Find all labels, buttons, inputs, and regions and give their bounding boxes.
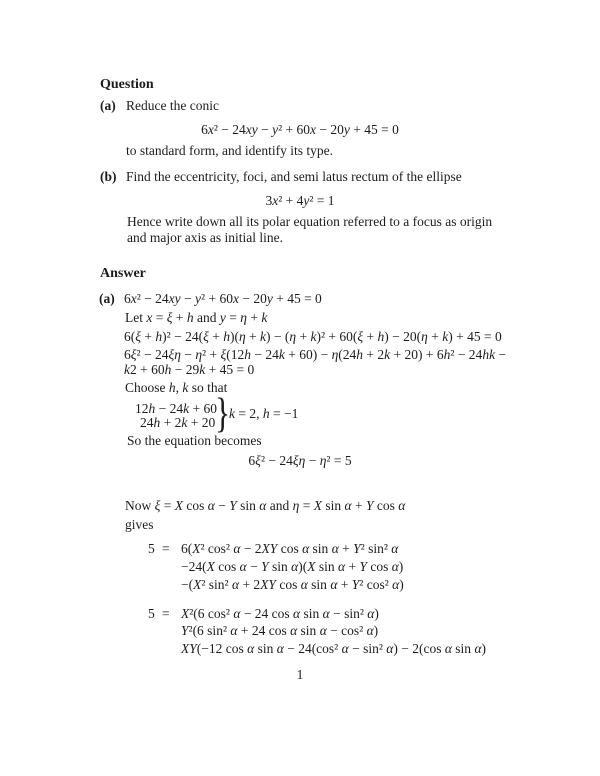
question-item-b-outro-line2: and major axis as initial line. (127, 230, 283, 245)
choose-vars: h, k (168, 380, 189, 395)
rotation-text-pre: Now (125, 498, 155, 513)
collected-equation-line2: k2 + 60h − 29k + 45 = 0 (124, 362, 255, 377)
substitution-text-pre: Let (125, 310, 147, 325)
question-item-a-intro: Reduce the conic (126, 98, 219, 113)
block1-line1: 6(X² cos² α − 2XY cos α sin α + Y² sin² α (181, 541, 399, 556)
question-item-b-label: (b) (100, 169, 117, 184)
rotation-xi: ξ = X cos α − Y sin α (154, 498, 267, 513)
rotation-eta: η = X sin α + Y cos α (292, 498, 406, 513)
block1-line2: −24(X cos α − Y sin α)(X sin α + Y cos α) (181, 559, 404, 574)
system-line1: 12h − 24k + 60 (135, 401, 217, 416)
substitution-text-mid: and (193, 310, 220, 325)
substitution-line (125, 310, 267, 327)
system-line2: 24h + 2k + 20 (140, 415, 216, 430)
question-item-a-outro: to standard form, and identify its type. (126, 143, 333, 158)
becomes-text: So the equation becomes (127, 433, 262, 448)
system-result: k = 2, h = −1 (229, 406, 299, 421)
choose-text-post: so that (188, 380, 228, 395)
block1-lhs: 5 (148, 541, 155, 556)
block2-line3: XY(−12 cos α sin α − 24(cos² α − sin² α) − 2(cos α sin α) (181, 641, 487, 656)
rotation-line (125, 498, 405, 515)
page-number: 1 (296, 667, 304, 682)
choose-text-pre: Choose (125, 380, 169, 395)
block2-line2: Y²(6 sin² α + 24 cos α sin α − cos² α) (181, 623, 379, 638)
question-item-b-outro-line1: Hence write down all its polar equation referred to a focus as origin (127, 214, 493, 229)
block2-line1: X²(6 cos² α − 24 cos α sin α − sin² α) (181, 606, 379, 621)
block2-rel: = (162, 606, 170, 621)
expanded-equation: 6(ξ + h)² − 24(ξ + h)(η + k) − (η + k)² + 60(ξ + h) − 20(η + k) + 45 = 0 (124, 329, 502, 344)
choose-line (125, 380, 227, 397)
question-item-a-label: (a) (100, 98, 116, 113)
question-item-b-intro: Find the eccentricity, foci, and semi latus rectum of the ellipse (126, 169, 462, 184)
collected-equation-line1: 6ξ² − 24ξη − η² + ξ(12h − 24k + 60) − η(24h + 2k + 20) + 6h² − 24hk − (124, 347, 507, 362)
conic-equation: 6x² − 24xy − y² + 60x − 20y + 45 = 0 (201, 122, 399, 137)
reduced-equation: 6ξ² − 24ξη − η² = 5 (248, 453, 352, 468)
block2-lhs: 5 (148, 606, 155, 621)
answer-heading: Answer (100, 266, 146, 281)
system-brace: } (215, 391, 231, 437)
substitution-y: y = η + k (219, 310, 268, 325)
answer-eq0: 6x² − 24xy − y² + 60x − 20y + 45 = 0 (124, 291, 322, 306)
ellipse-equation: 3x² + 4y² = 1 (265, 193, 335, 208)
block1-line3: −(X² sin² α + 2XY cos α sin α + Y² cos² α) (181, 577, 404, 592)
substitution-x: x = ξ + h (146, 310, 194, 325)
gives-text: gives (125, 517, 154, 532)
question-heading: Question (100, 77, 154, 92)
answer-item-a-label: (a) (99, 291, 115, 306)
block1-rel: = (162, 541, 170, 556)
rotation-text-mid: and (266, 498, 293, 513)
